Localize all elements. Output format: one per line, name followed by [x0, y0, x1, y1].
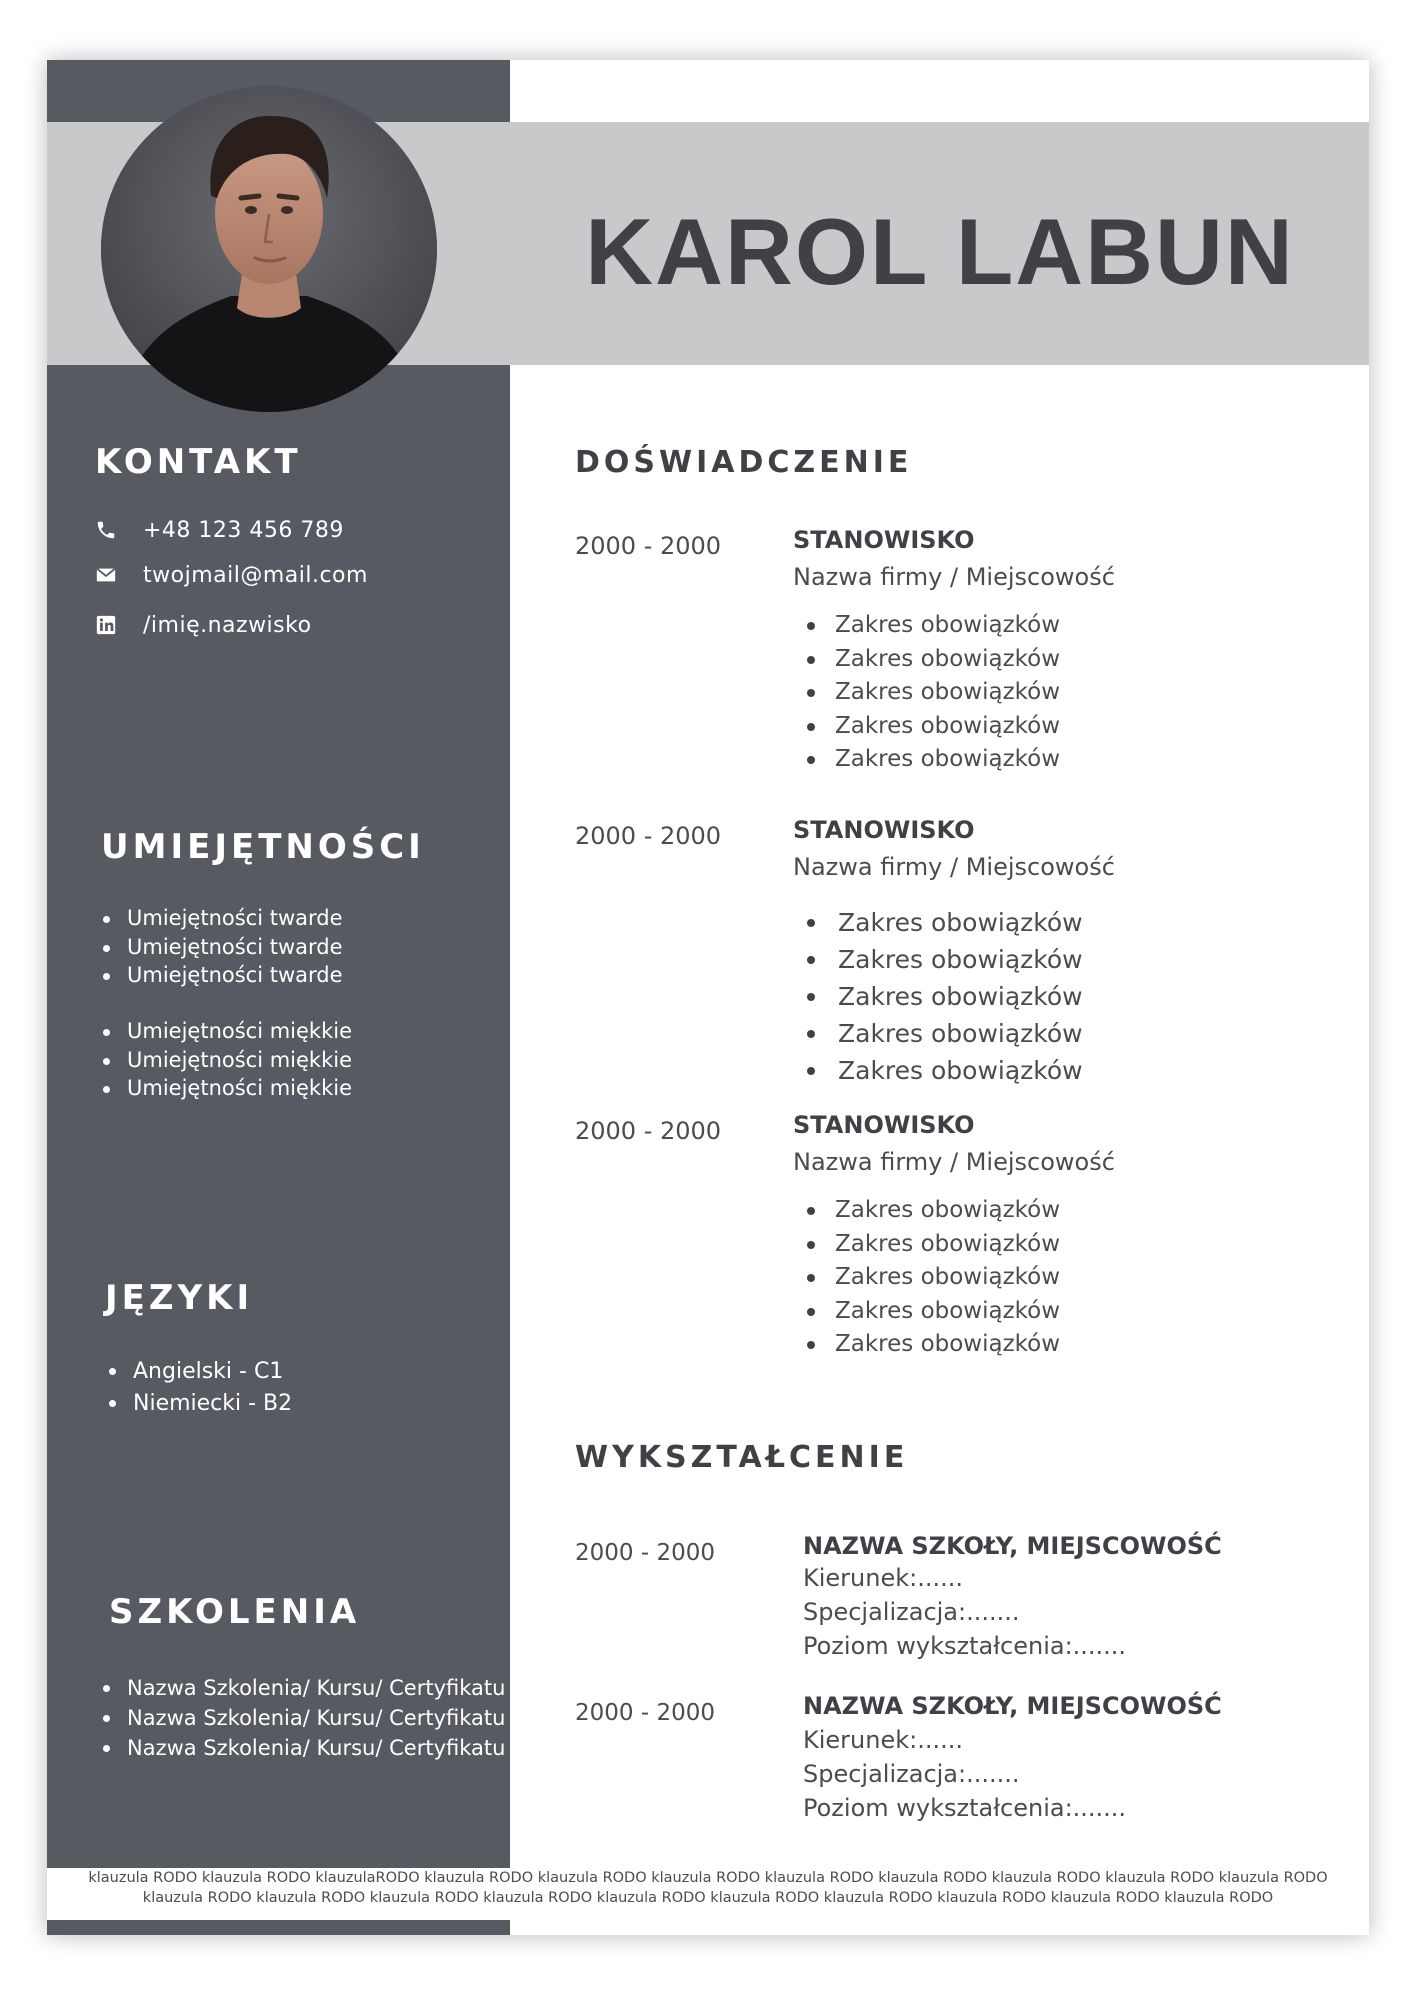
job-company: Nazwa firmy / Miejscowość [793, 563, 1115, 591]
list-item: Nazwa Szkolenia/ Kursu/ Certyfikatu [99, 1733, 505, 1763]
education-heading: WYKSZTAŁCENIE [575, 1440, 909, 1475]
job-period: 2000 - 2000 [575, 822, 722, 850]
list-item: Zakres obowiązków [793, 1261, 1060, 1295]
list-item: Zakres obowiązków [793, 710, 1060, 744]
phone-number: +48 123 456 789 [143, 517, 344, 543]
list-item: Umiejętności twarde [99, 904, 343, 933]
languages-list [105, 1356, 292, 1420]
education-period: 2000 - 2000 [575, 1700, 715, 1726]
cv-page [47, 60, 1369, 1935]
job-period: 2000 - 2000 [575, 1117, 722, 1145]
education-field: Kierunek:...... [803, 1564, 963, 1592]
contact-email [95, 560, 368, 590]
school-name: NAZWA SZKOŁY, MIEJSCOWOŚĆ [803, 1692, 1222, 1720]
job-title: STANOWISKO [793, 1111, 975, 1139]
list-item: Nazwa Szkolenia/ Kursu/ Certyfikatu [99, 1703, 505, 1733]
gdpr-clause [47, 1868, 1369, 1920]
email-address: twojmail@mail.com [143, 562, 368, 588]
list-item: Zakres obowiązków [793, 978, 1083, 1015]
profile-photo [101, 86, 437, 412]
list-item: Umiejętności miękkie [99, 1074, 352, 1103]
list-item: Umiejętności twarde [99, 961, 343, 990]
soft-skills-list [99, 1017, 352, 1103]
footer-strip [47, 1920, 510, 1935]
list-item: Zakres obowiązków [793, 609, 1060, 643]
contact-phone [95, 515, 344, 545]
education-period: 2000 - 2000 [575, 1540, 715, 1566]
list-item: Umiejętności miękkie [99, 1046, 352, 1075]
experience-heading: DOŚWIADCZENIE [575, 445, 913, 480]
list-item: Angielski - C1 [105, 1356, 292, 1388]
list-item: Zakres obowiązków [793, 1015, 1083, 1052]
phone-icon [95, 519, 117, 541]
portrait-image [101, 86, 437, 412]
job-period: 2000 - 2000 [575, 532, 722, 560]
trainings-list [99, 1673, 505, 1763]
job-duties [793, 609, 1060, 777]
list-item: Zakres obowiązków [793, 1328, 1060, 1362]
list-item: Nazwa Szkolenia/ Kursu/ Certyfikatu [99, 1673, 505, 1703]
skills-heading: UMIEJĘTNOŚCI [101, 827, 425, 867]
list-item: Zakres obowiązków [793, 904, 1083, 941]
list-item: Niemiecki - B2 [105, 1388, 292, 1420]
education-specialization: Specjalizacja:....... [803, 1760, 1020, 1788]
list-item: Zakres obowiązków [793, 743, 1060, 777]
list-item: Zakres obowiązków [793, 1228, 1060, 1262]
school-name: NAZWA SZKOŁY, MIEJSCOWOŚĆ [803, 1532, 1222, 1560]
list-item: Umiejętności miękkie [99, 1017, 352, 1046]
education-specialization: Specjalizacja:....... [803, 1598, 1020, 1626]
job-title: STANOWISKO [793, 526, 975, 554]
education-field: Kierunek:...... [803, 1726, 963, 1754]
education-level: Poziom wykształcenia:....... [803, 1794, 1127, 1822]
mail-icon [95, 564, 117, 586]
trainings-heading: SZKOLENIA [109, 1592, 361, 1632]
linkedin-icon [95, 614, 117, 636]
languages-heading: JĘZYKI [105, 1278, 254, 1318]
contact-linkedin [95, 610, 312, 640]
list-item: Zakres obowiązków [793, 676, 1060, 710]
linkedin-handle: /imię.nazwisko [143, 612, 312, 638]
job-duties [793, 904, 1083, 1089]
job-company: Nazwa firmy / Miejscowość [793, 853, 1115, 881]
education-level: Poziom wykształcenia:....... [803, 1632, 1127, 1660]
gdpr-clause-line: klauzula RODO klauzula RODO klauzulaRODO klauzula RODO klauzula RODO klauzula RODO klauzula RODO klauzula RODO klauzula RODO klauzula RODO klauzula RODO [88, 1870, 1328, 1886]
hard-skills-list [99, 904, 343, 990]
list-item: Zakres obowiązków [793, 643, 1060, 677]
contact-heading: KONTAKT [95, 442, 302, 482]
list-item: Zakres obowiązków [793, 1194, 1060, 1228]
list-item: Umiejętności twarde [99, 933, 343, 962]
list-item: Zakres obowiązków [793, 1052, 1083, 1089]
job-duties [793, 1194, 1060, 1362]
job-company: Nazwa firmy / Miejscowość [793, 1148, 1115, 1176]
list-item: Zakres obowiązków [793, 941, 1083, 978]
list-item: Zakres obowiązków [793, 1295, 1060, 1329]
candidate-name: KAROL LABUN [585, 199, 1295, 304]
job-title: STANOWISKO [793, 816, 975, 844]
gdpr-clause-line: klauzula RODO klauzula RODO klauzula RODO klauzula RODO klauzula RODO klauzula RODO klauzula RODO klauzula RODO klauzula RODO klauzula RODO [142, 1890, 1274, 1906]
